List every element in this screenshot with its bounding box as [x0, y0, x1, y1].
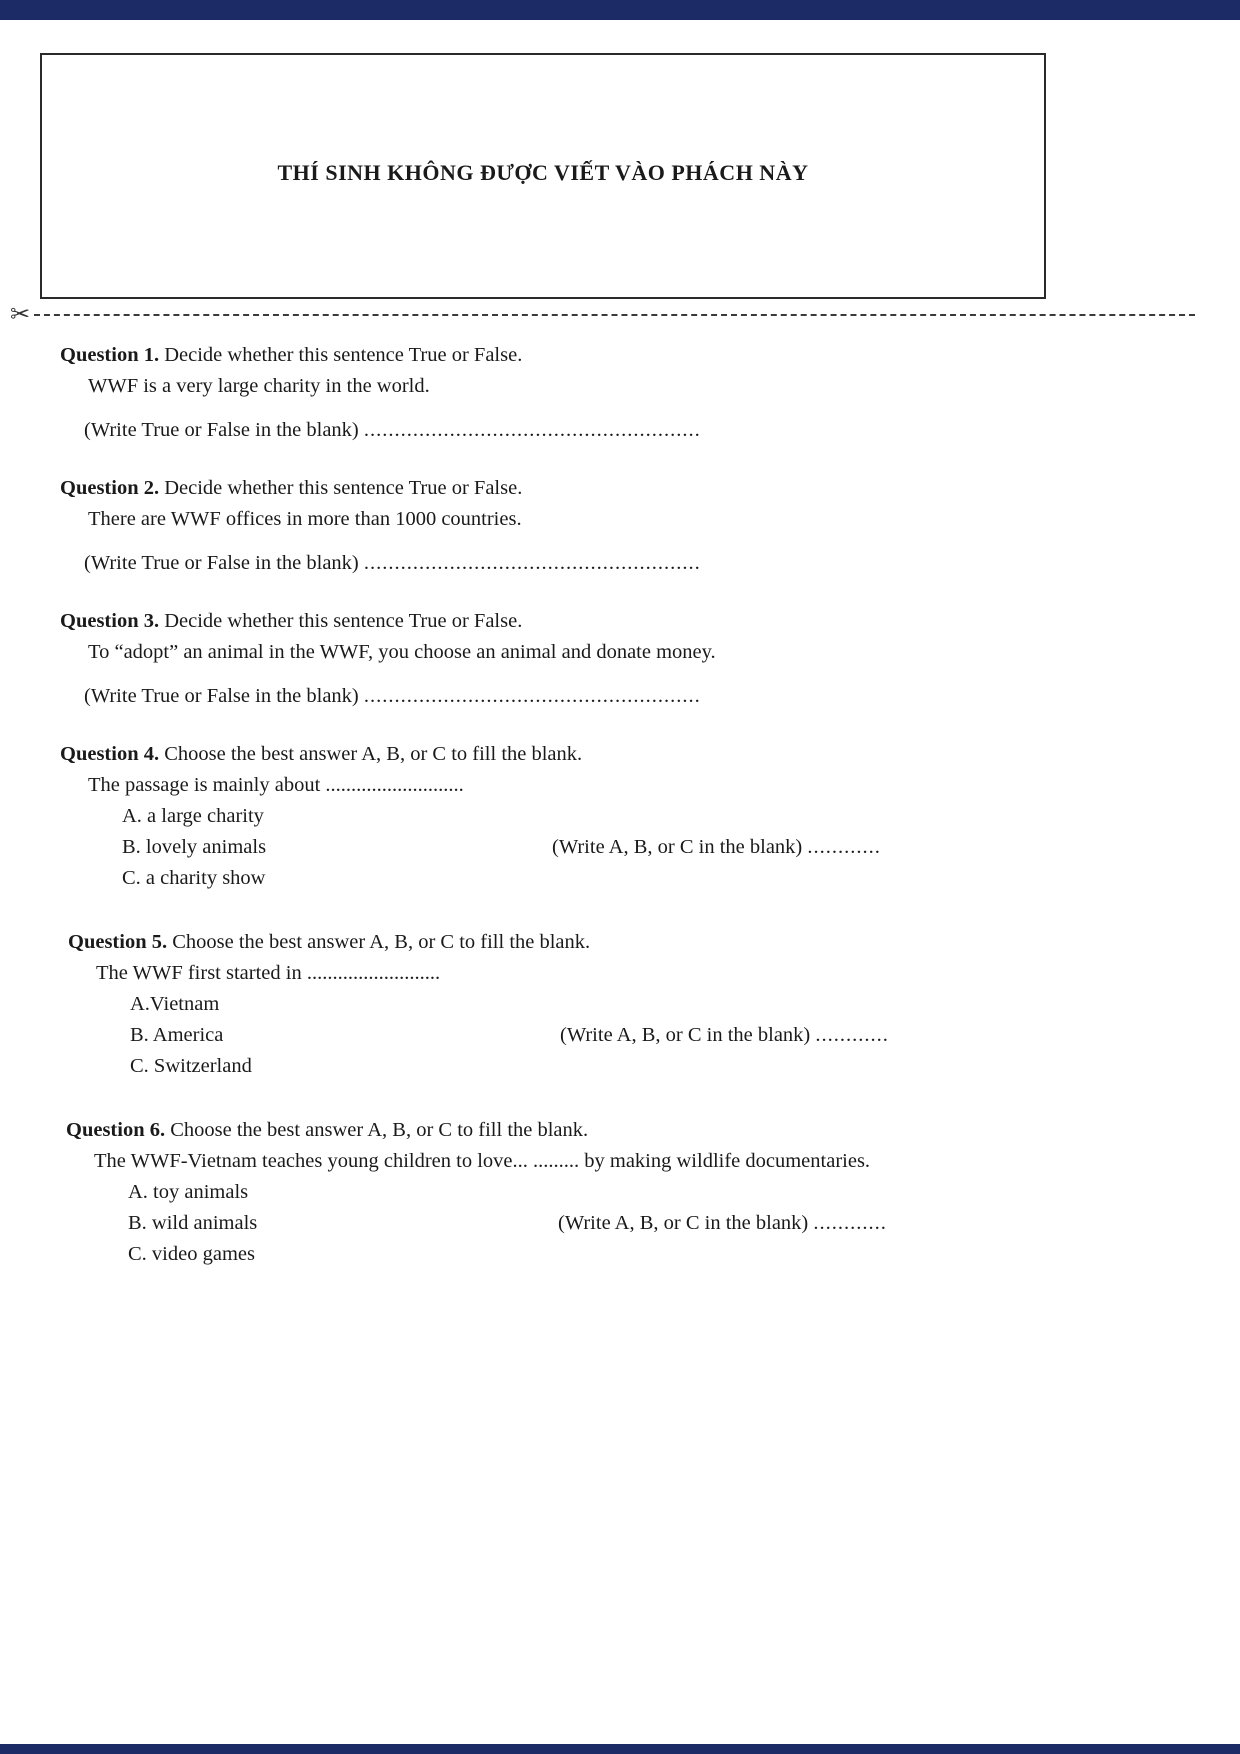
questions-section: [60, 340, 1190, 1303]
question-4-option-c: C. a charity show: [122, 867, 266, 889]
question-6-option-a: A. toy animals: [128, 1181, 249, 1203]
question-2-blank-prompt: (Write True or False in the blank): [84, 552, 359, 574]
question-6-option-c: C. video games: [128, 1243, 255, 1265]
question-6: [60, 1115, 1190, 1270]
question-3-heading: [60, 606, 1190, 637]
question-5-stem: The WWF first started in ..........................: [96, 962, 441, 984]
question-3-answer-blank: .......................................................: [363, 685, 701, 707]
question-5: [60, 927, 1190, 1082]
question-3-blank-prompt: (Write True or False in the blank): [84, 685, 359, 707]
question-2-heading: [60, 473, 1190, 504]
question-1-answer-blank: .......................................................: [363, 419, 701, 441]
question-6-write-prompt: (Write A, B, or C in the blank) ............: [558, 1212, 887, 1234]
question-5-option-c: C. Switzerland: [130, 1055, 252, 1077]
header-title: THÍ SINH KHÔNG ĐƯỢC VIẾT VÀO PHÁCH NÀY: [277, 160, 809, 185]
question-6-option-b-row: [66, 1208, 1190, 1239]
question-4-label: Question 4.: [60, 743, 160, 765]
bottom-banner: [0, 1744, 1240, 1754]
question-5-label: Question 5.: [68, 931, 168, 953]
question-6-instruction: Choose the best answer A, B, or C to fill the blank.: [170, 1119, 589, 1141]
question-2-sentence: There are WWF offices in more than 1000 countries.: [88, 508, 522, 530]
header-box: [40, 53, 1046, 299]
question-3: [60, 606, 1190, 712]
question-5-heading: [68, 927, 1190, 958]
top-banner: [0, 0, 1240, 20]
question-2-blank-line: [60, 548, 1190, 579]
question-5-option-a: A.Vietnam: [130, 993, 220, 1015]
question-4: [60, 739, 1190, 894]
question-4-write-prompt: (Write A, B, or C in the blank) ............: [552, 836, 881, 858]
question-1-instruction: Decide whether this sentence True or False.: [164, 344, 523, 366]
question-5-write-prompt: (Write A, B, or C in the blank) ............: [560, 1024, 889, 1046]
question-6-stem: The WWF-Vietnam teaches young children to love... ......... by making wildlife documentaries.: [94, 1150, 871, 1172]
question-3-blank-line: [60, 681, 1190, 712]
question-3-instruction: Decide whether this sentence True or False.: [164, 610, 523, 632]
question-4-answer-blank: ............: [807, 836, 881, 858]
question-5-option-b: B. America: [130, 1024, 224, 1046]
question-1-label: Question 1.: [60, 344, 160, 366]
question-3-sentence: To “adopt” an animal in the WWF, you choose an animal and donate money.: [88, 641, 716, 663]
question-3-label: Question 3.: [60, 610, 160, 632]
question-2-label: Question 2.: [60, 477, 160, 499]
question-6-option-b: B. wild animals: [128, 1212, 258, 1234]
question-4-heading: [60, 739, 1190, 770]
question-4-option-b-row: [60, 832, 1190, 863]
question-1-blank-prompt: (Write True or False in the blank): [84, 419, 359, 441]
question-5-instruction: Choose the best answer A, B, or C to fill the blank.: [172, 931, 591, 953]
question-4-instruction: Choose the best answer A, B, or C to fill the blank.: [164, 743, 583, 765]
question-6-answer-blank: ............: [813, 1212, 887, 1234]
scissors-icon: ✂: [10, 302, 31, 328]
question-5-answer-blank: ............: [815, 1024, 889, 1046]
question-5-option-b-row: [68, 1020, 1190, 1051]
question-1-sentence: WWF is a very large charity in the world.: [88, 375, 430, 397]
question-1: [60, 340, 1190, 446]
question-6-label: Question 6.: [66, 1119, 166, 1141]
question-1-blank-line: [60, 415, 1190, 446]
question-6-heading: [66, 1115, 1190, 1146]
question-1-heading: [60, 340, 1190, 371]
cut-dashed-rule: [34, 314, 1195, 316]
question-4-option-a: A. a large charity: [122, 805, 264, 827]
cut-line: [10, 300, 1195, 330]
question-2-instruction: Decide whether this sentence True or False.: [164, 477, 523, 499]
question-2-answer-blank: .......................................................: [363, 552, 701, 574]
question-4-stem: The passage is mainly about ...........................: [88, 774, 464, 796]
question-2: [60, 473, 1190, 579]
question-4-option-b: B. lovely animals: [122, 836, 267, 858]
